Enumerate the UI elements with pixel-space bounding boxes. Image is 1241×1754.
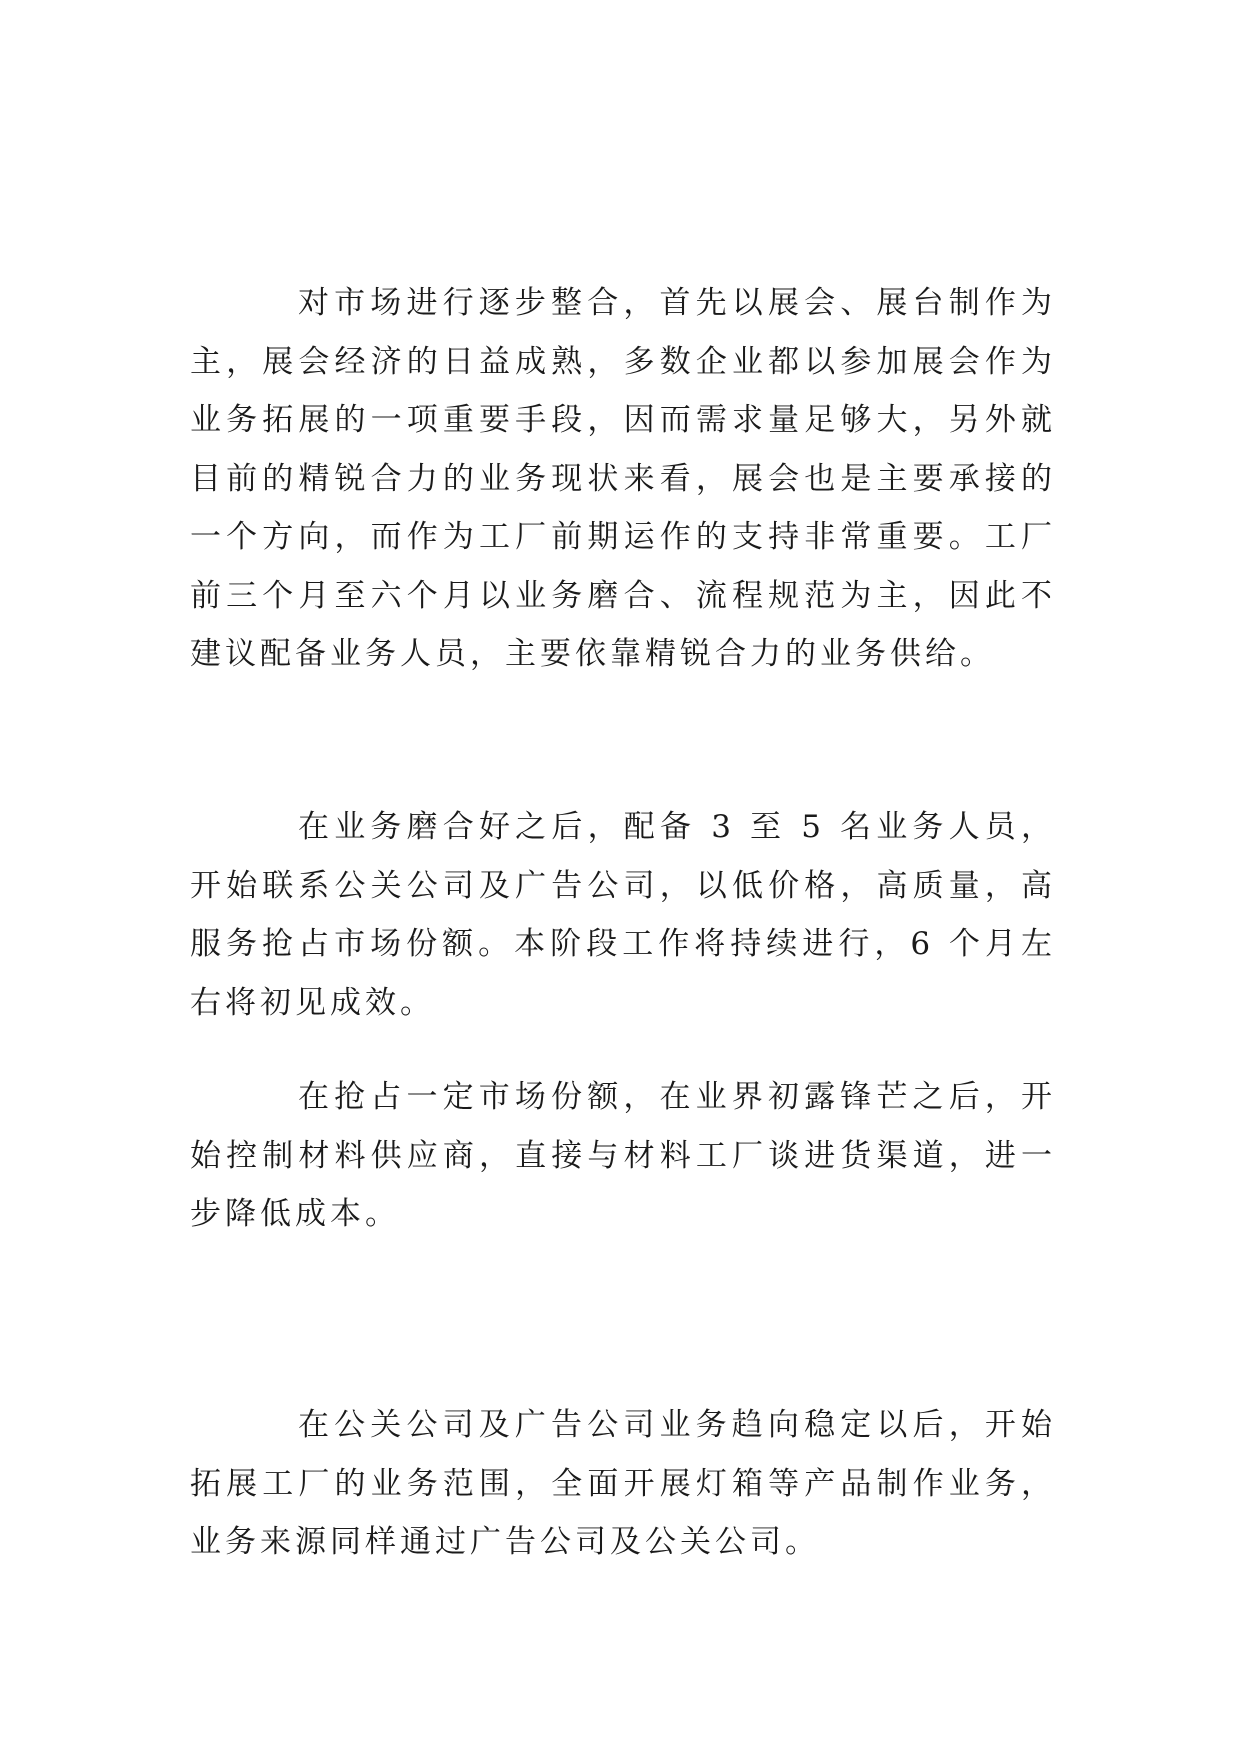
paragraph-market-integration: 对市场进行逐步整合，首先以展会、展台制作为主，展会经济的日益成熟，多数企业都以参加展会作为业务拓展的一项重要手段，因而需求量足够大，另外就目前的精锐合力的业务现状来看，展会也是主要承接的一个方向，而作为工厂前期运作的支持非常重要。工厂前三个月至六个月以业务磨合、流程规范为主，因此不建议配备业务人员，主要依靠精锐合力的业务供给。 [190,285,1056,672]
paragraph-business-expansion: 在公关公司及广告公司业务趋向稳定以后，开始拓展工厂的业务范围，全面开展灯箱等产品制作业务，业务来源同样通过广告公司及公关公司。 [190,1407,1056,1560]
paragraph-supplier-control: 在抢占一定市场份额，在业界初露锋芒之后，开始控制材料供应商，直接与材料工厂谈进货渠道，进一步降低成本。 [190,1079,1056,1232]
paragraph-sales-staffing: 在业务磨合好之后，配备 3 至 5 名业务人员，开始联系公关公司及广告公司，以低价格，高质量，高服务抢占市场份额。本阶段工作将持续进行，6 个月左右将初见成效。 [190,809,1056,1021]
